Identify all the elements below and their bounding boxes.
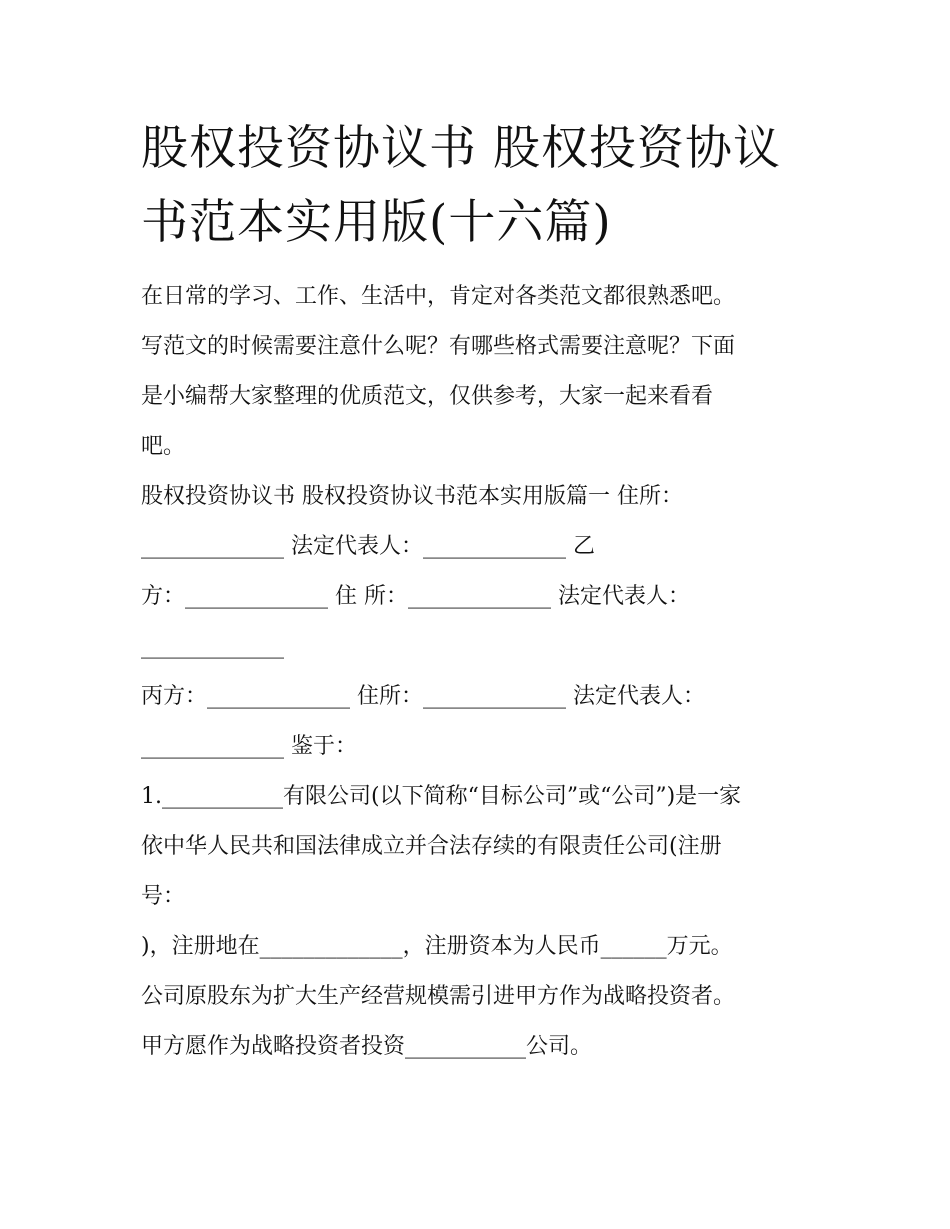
body-line-14: )，注册地在_____________，注册资本为人民币______万元。 <box>141 934 733 959</box>
body-line-2: 写范文的时候需要注意什么呢？有哪些格式需要注意呢？下面 <box>141 334 736 359</box>
body-line-15: 公司原股东为扩大生产经营规模需引进甲方作为战略投资者。 <box>141 984 736 1009</box>
body-line-8: _____________ <box>141 634 284 659</box>
body-line-1: 在日常的学习、工作、生活中，肯定对各类范文都很熟悉吧。 <box>141 284 736 309</box>
body-line-11: 1.___________有限公司(以下简称“目标公司”或“公司”)是一家 <box>141 784 742 809</box>
body-line-13: 号： <box>141 884 186 909</box>
body-line-16: 甲方愿作为战略投资者投资___________公司。 <box>141 1034 593 1059</box>
body-line-4: 吧。 <box>141 434 186 459</box>
body-line-3: 是小编帮大家整理的优质范文，仅供参考，大家一起来看看 <box>141 384 714 409</box>
title-line-1: 股权投资协议书 股权投资协议 <box>141 121 781 176</box>
body-line-12: 依中华人民共和国法律成立并合法存续的有限责任公司(注册 <box>141 834 722 859</box>
document-body <box>141 272 821 1072</box>
body-line-7: 方：_____________ 住 所：_____________ 法定代表人： <box>141 584 690 609</box>
body-line-10: _____________ 鉴于： <box>141 734 357 759</box>
title-line-2: 书范本实用版(十六篇) <box>141 195 612 250</box>
document-page <box>141 112 821 1072</box>
body-line-5: 股权投资协议书 股权投资协议书范本实用版篇一 住所： <box>141 484 683 509</box>
body-line-6: _____________ 法定代表人：_____________ 乙 <box>141 534 595 559</box>
document-title <box>141 112 821 260</box>
body-line-9: 丙方：_____________ 住所：_____________ 法定代表人： <box>141 684 705 709</box>
